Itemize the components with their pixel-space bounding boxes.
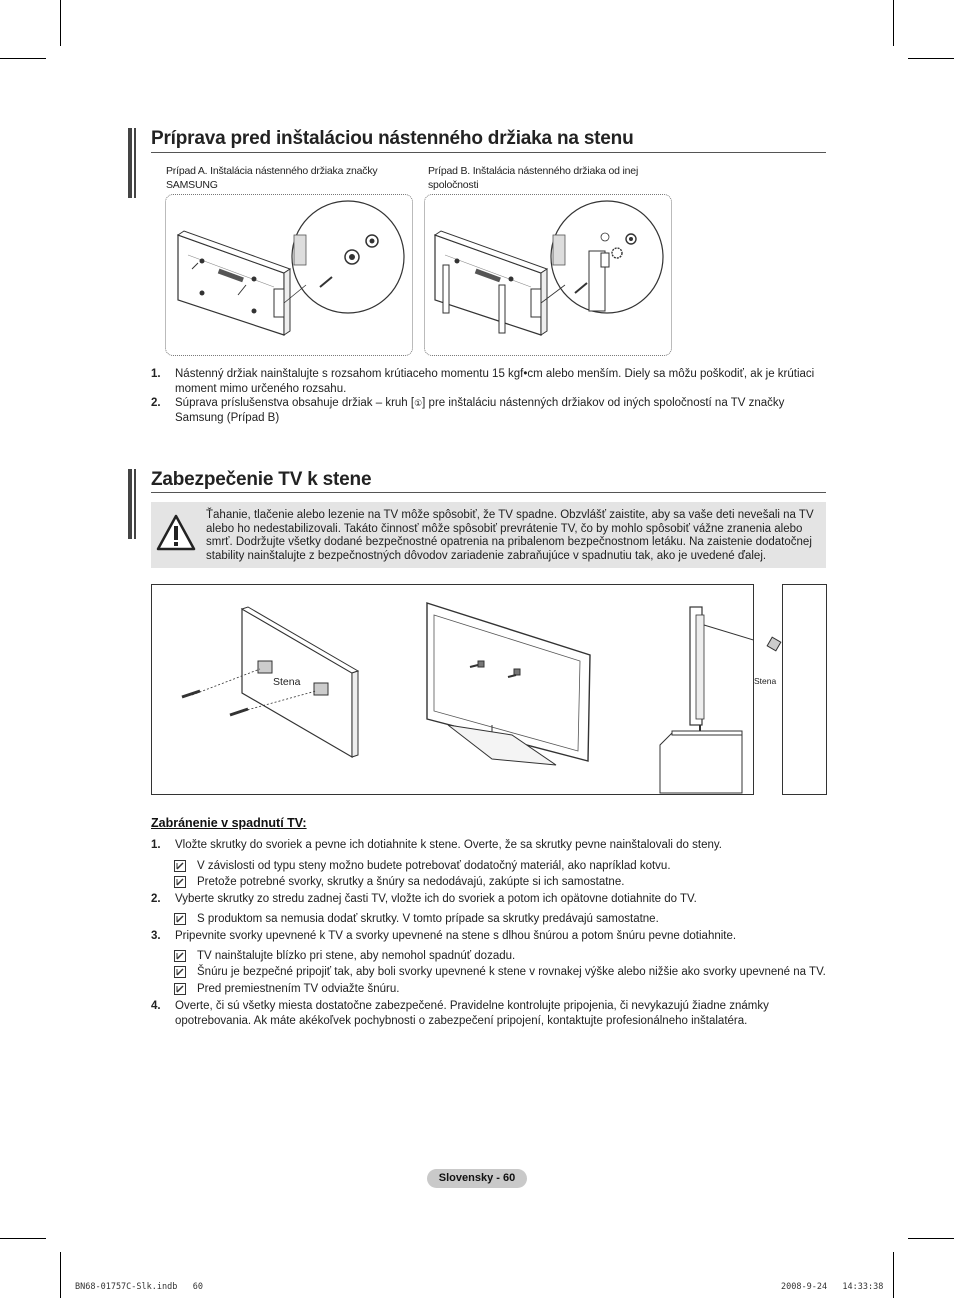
prevent-heading: Zabránenie v spadnutí TV: — [151, 816, 307, 830]
step-number: 2. — [151, 893, 161, 905]
step-number: 3. — [151, 930, 161, 942]
step-number: 4. — [151, 1000, 161, 1012]
crop-mark — [60, 1252, 61, 1298]
crop-mark — [908, 1238, 954, 1239]
section-title-install: Príprava pred inštaláciou nástenného držiaka na stenu — [151, 128, 634, 149]
note-pencil-icon — [174, 876, 186, 888]
case-a-label: Prípad A. Inštalácia nástenného držiaka značky SAMSUNG — [166, 165, 378, 191]
step-text: Pripevnite svorky upevnené k TV a svorky upevnené na stene s dlhou šnúrou a potom šnúru pevne dotiahnite. — [175, 930, 737, 942]
warning-box — [151, 502, 826, 568]
section-bar — [128, 469, 132, 539]
tv-wall-securing-illustration — [152, 585, 753, 794]
crop-mark — [0, 58, 46, 59]
page-number-badge: Slovensky - 60 — [427, 1169, 527, 1188]
step-text: Vyberte skrutky zo stredu zadnej časti TV, vložte ich do svoriek a potom ich opätovne dotiahnite do TV. — [175, 893, 697, 905]
section-bar — [128, 128, 132, 198]
footer-file: BN68-01757C-Slk.indb 60 — [75, 1282, 203, 1292]
note-pencil-icon — [174, 913, 186, 925]
note-number: 1. — [151, 368, 161, 380]
note-text: Nástenný držiak nainštalujte s rozsahom krútiaceho momentu 15 kgf•cm alebo menším. Diely sa môžu poškodiť, ak je krútiaci moment mimo určeného rozsahu. — [175, 368, 815, 395]
note-text-after: ] pre inštaláciu nástenných držiakov od iných spoločností na TV značky Samsung (Prípad B) — [175, 397, 785, 424]
note-pencil-icon — [174, 966, 186, 978]
crop-mark — [908, 58, 954, 59]
crop-mark — [60, 0, 61, 46]
crop-mark — [893, 1252, 894, 1298]
wall-mount-figure — [151, 584, 754, 795]
note-pencil-icon — [174, 860, 186, 872]
case-a-illustration — [165, 194, 413, 356]
step-2 — [151, 892, 826, 907]
crop-mark — [893, 0, 894, 46]
ring-symbol: ① — [414, 398, 423, 408]
sub-text: V závislosti od typu steny možno budete potrebovať dodatočný materiál, ako napríklad kotvu. — [197, 860, 671, 872]
warning-text: Ťahanie, tlačenie alebo lezenie na TV môže spôsobiť, že TV spadne. Obzvlášť zaistite, aby sa vaše deti nevešali na TV alebo ho nedestabilizovali. Takáto činnosť môže spôsobiť prevrátenie TV, čo by mohlo spôsobiť vážne zranenia alebo smrť. Dodržujte všetky dodané bezpečnostné opatrenia na pribalenom bezpečnostnom letáku. Na zaistenie dodatočnej stability nainštalujte z bezpečnostných dôvodov zariadenie zabraňujúce v spadnutiu tak, ako je uvedené ďalej. — [206, 509, 814, 562]
tv-back-bracket-illustration — [166, 195, 412, 355]
sub-text: Šnúru je bezpečné pripojiť tak, aby boli svorky upevnené k stene v rovnakej výške alebo nižšie ako svorky upevnené na TV. — [197, 966, 826, 978]
wall-side-label: Stena — [754, 676, 777, 686]
step-text: Overte, či sú všetky miesta dostatočne zabezpečené. Pravidelne kontrolujte pripojenia, či nevykazujú žiadne známky opotrebovania. Ak máte akékoľvek pochybnosti o zabezpečení pripojení, kontaktujte profesionálneho inštalatéra. — [175, 1000, 769, 1027]
tv-back-ring-bracket-illustration — [425, 195, 671, 355]
section-bar — [134, 128, 136, 198]
wall-label: Stena — [273, 676, 301, 688]
wall-bracket-icon — [765, 635, 789, 655]
crop-mark — [0, 1238, 46, 1239]
sub-text: TV nainštalujte blízko pri stene, aby nemohol spadnúť dozadu. — [197, 950, 516, 962]
side-wall-panel — [782, 584, 827, 795]
step-text: Vložte skrutky do svoriek a pevne ich dotiahnite k stene. Overte, že sa skrutky pevne nainštalovali do steny. — [175, 839, 722, 851]
step-number: 1. — [151, 839, 161, 851]
case-b-illustration — [424, 194, 672, 356]
sub-text: S produktom sa nemusia dodať skrutky. V tomto prípade sa skrutky predávajú samostatne. — [197, 913, 659, 925]
sub-text: Pred premiestnením TV odviažte šnúru. — [197, 983, 400, 995]
note-2 — [151, 396, 826, 426]
section-bar — [134, 469, 136, 539]
step-1 — [151, 838, 826, 853]
note-1 — [151, 367, 826, 397]
step-3 — [151, 929, 826, 944]
note-pencil-icon — [174, 950, 186, 962]
footer-datetime: 2008-9-24 14:33:38 — [781, 1282, 884, 1292]
section-rule — [151, 152, 826, 153]
case-b-label: Prípad B. Inštalácia nástenného držiaka od inej spoločnosti — [428, 165, 639, 191]
step-4 — [151, 999, 826, 1029]
note-text — [175, 396, 825, 425]
warning-icon — [156, 514, 196, 552]
section-title-secure: Zabezpečenie TV k stene — [151, 469, 372, 490]
note-number: 2. — [151, 397, 161, 409]
note-pencil-icon — [174, 983, 186, 995]
note-text-before: Súprava príslušenstva obsahuje držiak – kruh [ — [175, 397, 415, 409]
sub-text: Pretože potrebné svorky, skrutky a šnúry sa nedodávajú, zakúpte si ich samostatne. — [197, 876, 625, 888]
section-rule — [151, 492, 826, 493]
